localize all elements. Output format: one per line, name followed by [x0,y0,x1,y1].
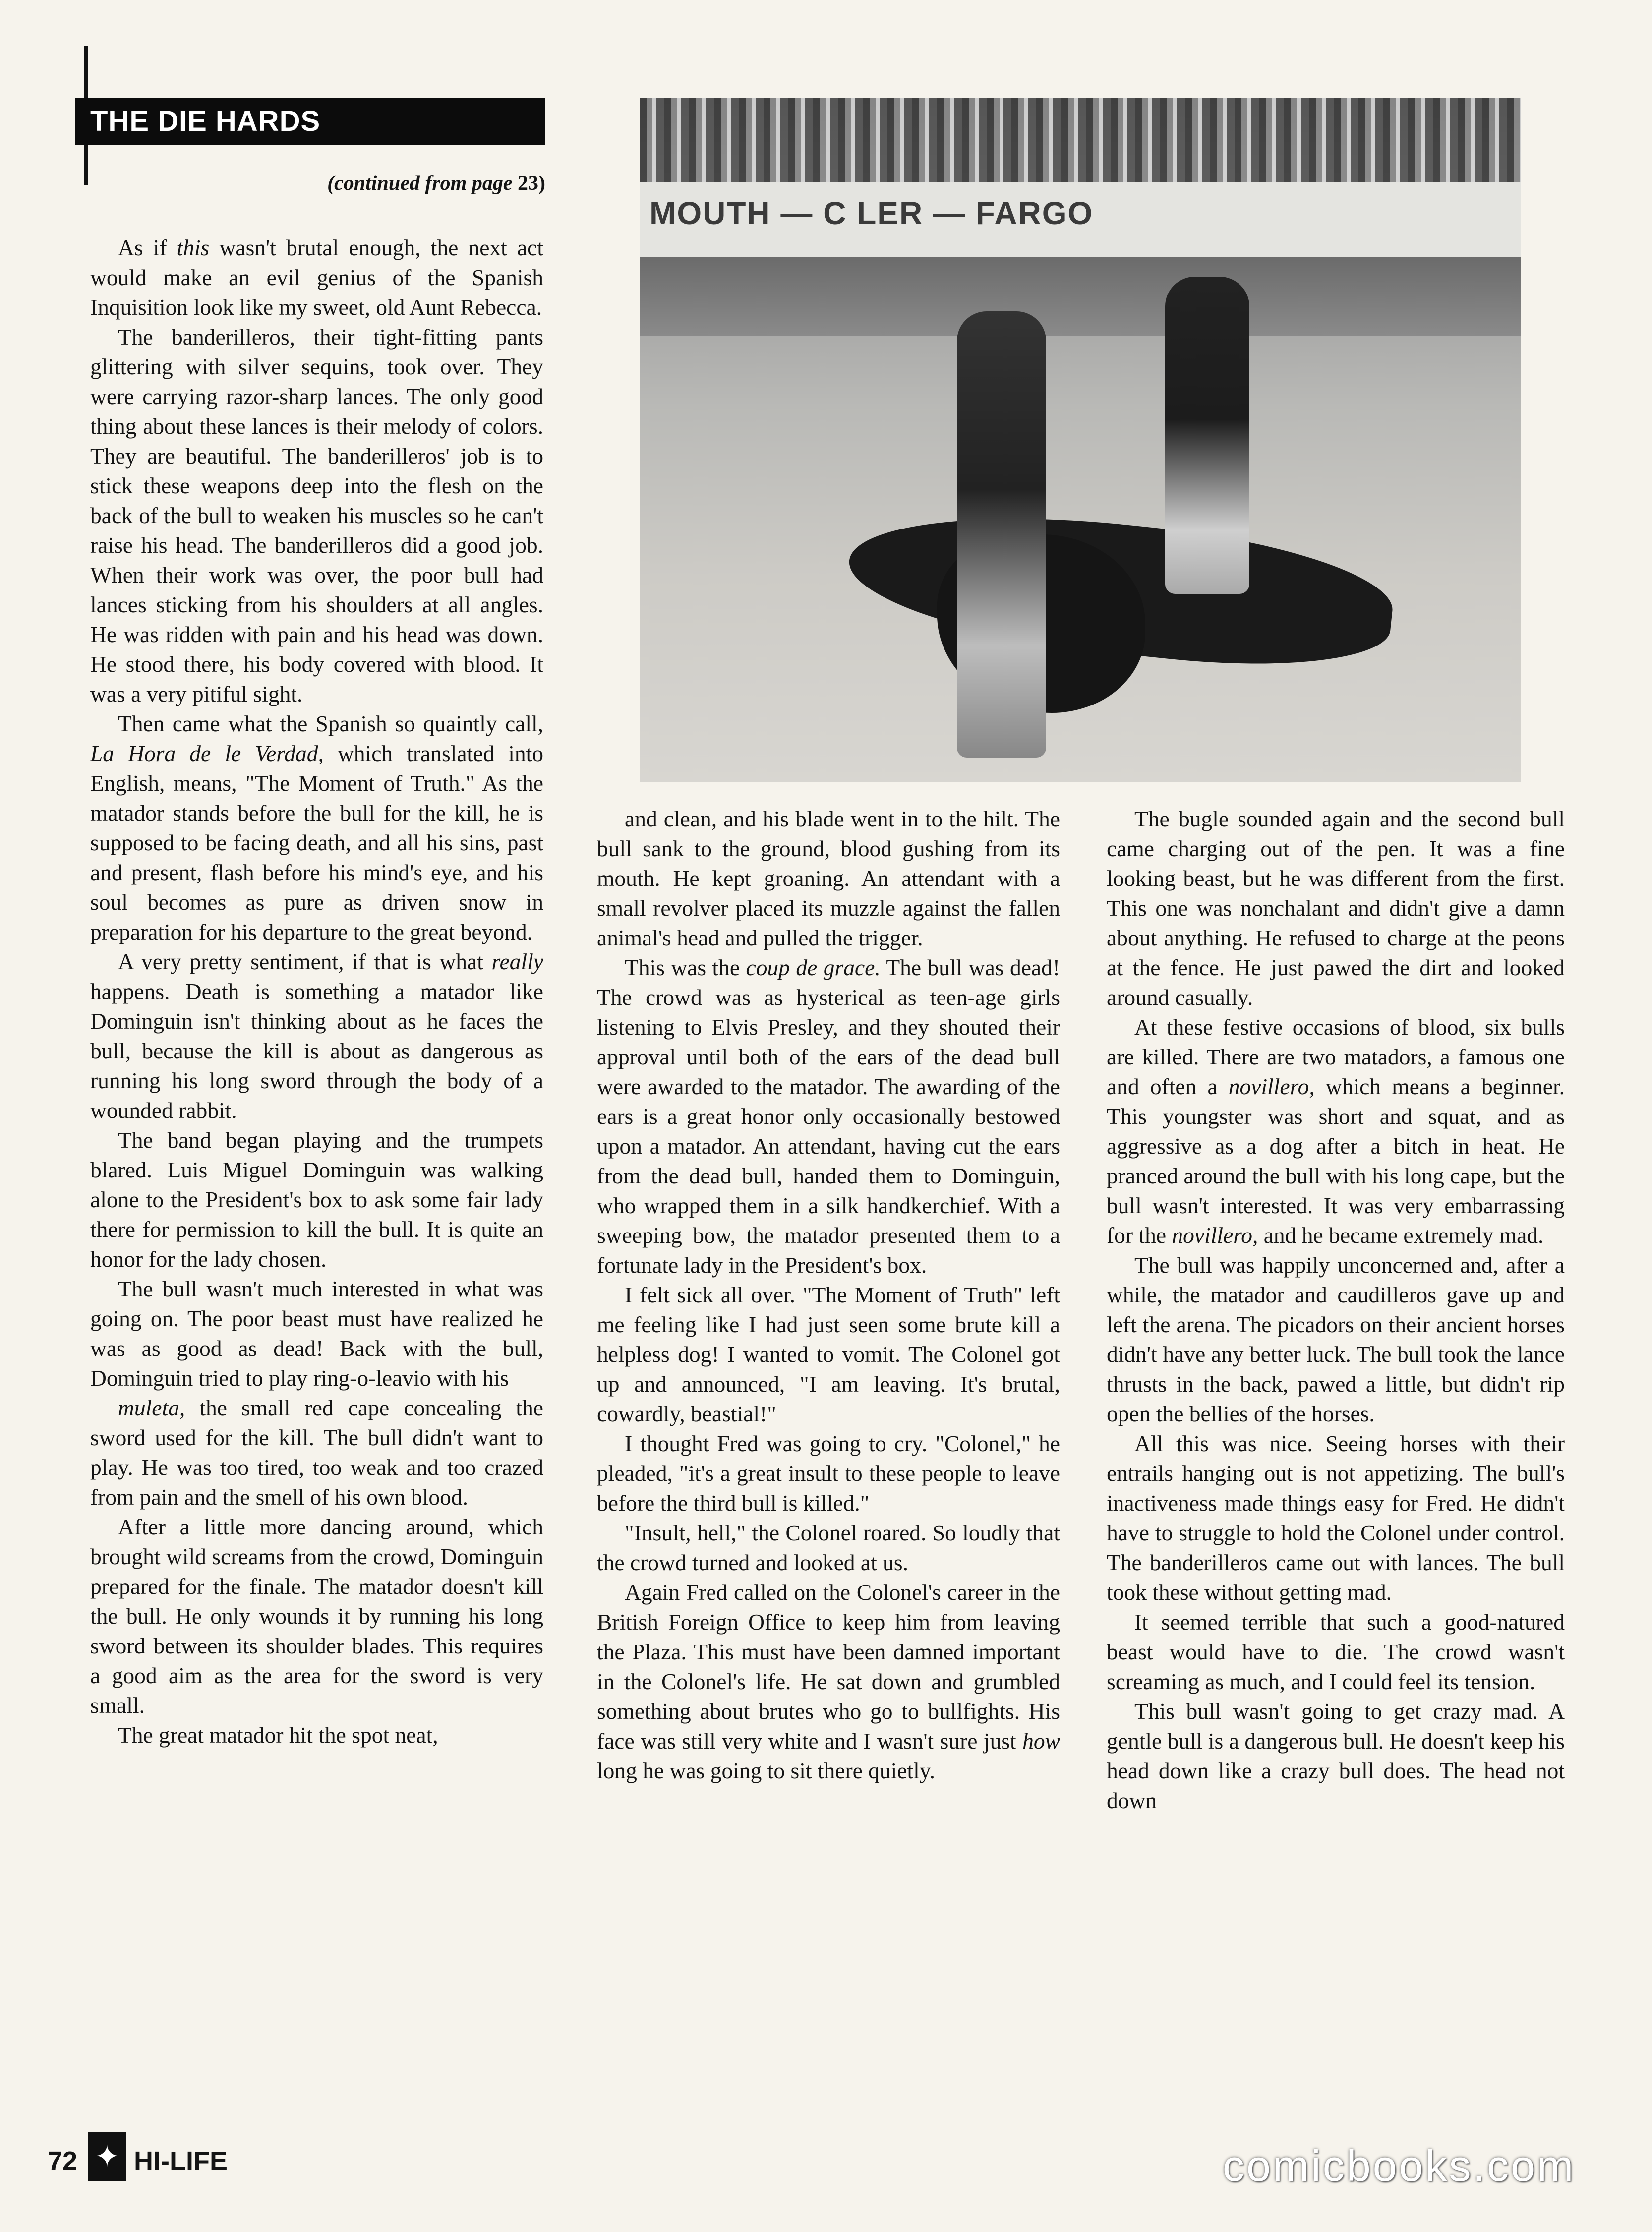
article-paragraph [90,1274,543,1393]
article-paragraph [90,947,543,1125]
article-paragraph [597,1429,1060,1518]
photo-matador [957,311,1046,758]
paragraph-text: which translated into English, means, "The Moment of Truth." As the matador stands before the bull for the kill, he is supposed to be facing death, and all his sins, past and present, flash before his mind's eye, and his soul becomes as pure as driven snow in preparation for his departure to the great beyond. [90,741,543,944]
italic-phrase: really [491,949,543,974]
article-paragraph [1107,1012,1565,1250]
magazine-name: HI-LIFE [134,2146,228,2176]
italic-phrase: novillero, [1172,1223,1258,1248]
article-paragraph [90,1125,543,1274]
italic-phrase: muleta, [118,1395,185,1420]
article-paragraph [597,1578,1060,1786]
paragraph-text: and clean, and his blade went in to the hilt. The bull sank to the ground, blood gushing from its mouth. He kept groaning. An attendant with a small revolver placed its muzzle against the fallen animal's head and pulled the trigger. [597,806,1060,950]
continued-page: 23) [518,172,545,195]
paragraph-text: A very pretty sentiment, if that is what [118,949,492,974]
paragraph-text: the small red cape concealing the sword used for the kill. The bull didn't want to play. He was too tired, too weak and too crazed from pain and the smell of his own blood. [90,1395,543,1510]
article-paragraph [597,1518,1060,1578]
photo-crowd [640,98,1521,182]
paragraph-text: It seemed terrible that such a good-natured beast would have to die. The crowd wasn't screaming as much, and I could feel its tension. [1107,1609,1565,1694]
photo-fence [640,257,1521,336]
paragraph-text: and he became extremely mad. [1258,1223,1544,1248]
article-paragraph [1107,1250,1565,1429]
article-column-1 [90,233,543,1750]
paragraph-text: This was the [625,955,746,980]
paragraph-text: All this was nice. Seeing horses with their entrails hanging out is not appetizing. The bull's inactiveness made things easy for Fred. He didn't have to struggle to hold the Colonel under control. The banderilleros came out with lances. The bull took these without getting mad. [1107,1431,1565,1605]
paragraph-text: As if [118,235,177,260]
article-paragraph [90,1393,543,1512]
paragraph-text: The band began playing and the trumpets blared. Luis Miguel Dominguin was walking alone to the President's box to ask some fair lady there for permission to kill the bull. It is quite an honor for the lady chosen. [90,1127,543,1272]
section-title: THE DIE HARDS [75,98,545,145]
paragraph-text: I felt sick all over. "The Moment of Truth" left me feeling like I had just seen some brute kill a helpless dog! I wanted to vomit. The Colonel got up and announced, "I am leaving. It's brutal, cowardly, beastial!" [597,1282,1060,1426]
article-paragraph [90,1512,543,1720]
magazine-logo-icon: ✦ [88,2132,126,2181]
article-column-3 [1107,804,1565,1816]
paragraph-text: At these festive occasions of blood, six bulls are killed. There are two matadors, a famous one and often a [1107,1014,1565,1099]
paragraph-text: Then came what the Spanish so quaintly call, [118,711,543,736]
article-paragraph [90,709,543,947]
article-paragraph [597,953,1060,1280]
article-paragraph [1107,1607,1565,1697]
italic-phrase: novillero, [1228,1074,1315,1099]
site-watermark: comicbooks.com [1223,2141,1576,2190]
italic-phrase: this [177,235,210,260]
page-number: 72 [48,2146,78,2176]
paragraph-text: After a little more dancing around, which brought wild screams from the crowd, Dominguin prepared for the finale. The matador doesn't kill the bull. He only wounds it by running his long sword between its shoulder blades. This requires a good aim as the area for the sword is very small. [90,1514,543,1718]
article-paragraph [597,1280,1060,1429]
paragraph-text: Again Fred called on the Colonel's career in the British Foreign Office to keep him from leaving the Plaza. This must have been damned important in the Colonel's life. He sat down and grumbled something about brutes who go to bullfights. His face was still very white and I wasn't sure just [597,1580,1060,1754]
paragraph-text: wasn't brutal enough, the next act would make an evil genius of the Spanish Inquisition look like my sweet, old Aunt Rebecca. [90,235,543,320]
paragraph-text: long he was going to sit there quietly. [597,1758,935,1783]
paragraph-text: The bull wasn't much interested in what was going on. The poor beast must have realized he was as good as dead! Back with the bull, Dominguin tried to play ring-o-leavio with his [90,1276,543,1391]
paragraph-text: which means a beginner. This youngster was short and squat, and as aggressive as a dog after a bitch in heat. He pranced around the bull with his long cape, but the bull wasn't interested. It was very embarrassing for the [1107,1074,1565,1248]
article-column-2 [597,804,1060,1786]
paragraph-text: The great matador hit the spot neat, [118,1722,438,1748]
bullfight-photo [640,98,1521,782]
article-paragraph [90,322,543,709]
italic-phrase: La Hora de le Verdad, [90,741,324,766]
article-paragraph [1107,804,1565,1012]
paragraph-text: "Insult, hell," the Colonel roared. So loudly that the crowd turned and looked at us. [597,1520,1060,1575]
italic-phrase: how [1022,1728,1060,1754]
paragraph-text: The bull was happily unconcerned and, after a while, the matador and caudilleros gave up and left the arena. The picadors on their ancient horses didn't have any better luck. The bull took the lance thrusts in the back, pawed a little, but didn't rip open the bellies of the horses. [1107,1252,1565,1426]
article-paragraph [597,804,1060,953]
photo-wall-sign: MOUTH — C LER — FARGO [649,195,1094,231]
paragraph-text: The bugle sounded again and the second bull came charging out of the pen. It was a fine looking beast, but he was different from the first. This one was nonchalant and didn't give a damn about anything. He refused to charge at the peons at the fence. He just pawed the dirt and looked around casually. [1107,806,1565,1010]
paragraph-text: I thought Fred was going to cry. "Colonel," he pleaded, "it's a great insult to these people to leave before the third bull is killed." [597,1431,1060,1516]
article-paragraph [1107,1697,1565,1816]
article-paragraph [90,233,543,322]
paragraph-text: This bull wasn't going to get crazy mad. A gentle bull is a dangerous bull. He doesn't keep his head down like a crazy bull does. The head not down [1107,1699,1565,1813]
italic-phrase: coup de grace. [746,955,881,980]
article-paragraph [90,1720,543,1750]
paragraph-text: happens. Death is something a matador like Dominguin isn't thinking about as he faces the bull, because the kill is about as dangerous as running his long sword through the body of a wounded rabbit. [90,979,543,1123]
paragraph-text: The banderilleros, their tight-fitting pants glittering with silver sequins, took over. They were carrying razor-sharp lances. The only good thing about these lances is their melody of colors. They are beautiful. The banderilleros' job is to stick these weapons deep into the flesh on the back of the bull to weaken his muscles so he can't raise his head. The banderilleros did a good job. When their work was over, the poor bull had lances sticking from his shoulders at all angles. He was ridden with pain and his head was down. He stood there, his body covered with blood. It was a very pitiful sight. [90,324,543,706]
continued-note [258,172,545,195]
article-paragraph [1107,1429,1565,1607]
photo-banderillero [1165,277,1249,594]
continued-label: (continued from page [327,172,513,195]
paragraph-text: The bull was dead! The crowd was as hysterical as teen-age girls listening to Elvis Presley, and they shouted their approval until both of the ears of the dead bull were awarded to the matador. The awarding of the ears is a great honor only occasionally bestowed upon a matador. An attendant, having cut the ears from the dead bull, handed them to Dominguin, who wrapped them in a silk handkerchief. With a sweeping bow, the matador presented them to a fortunate lady in the President's box. [597,955,1060,1278]
